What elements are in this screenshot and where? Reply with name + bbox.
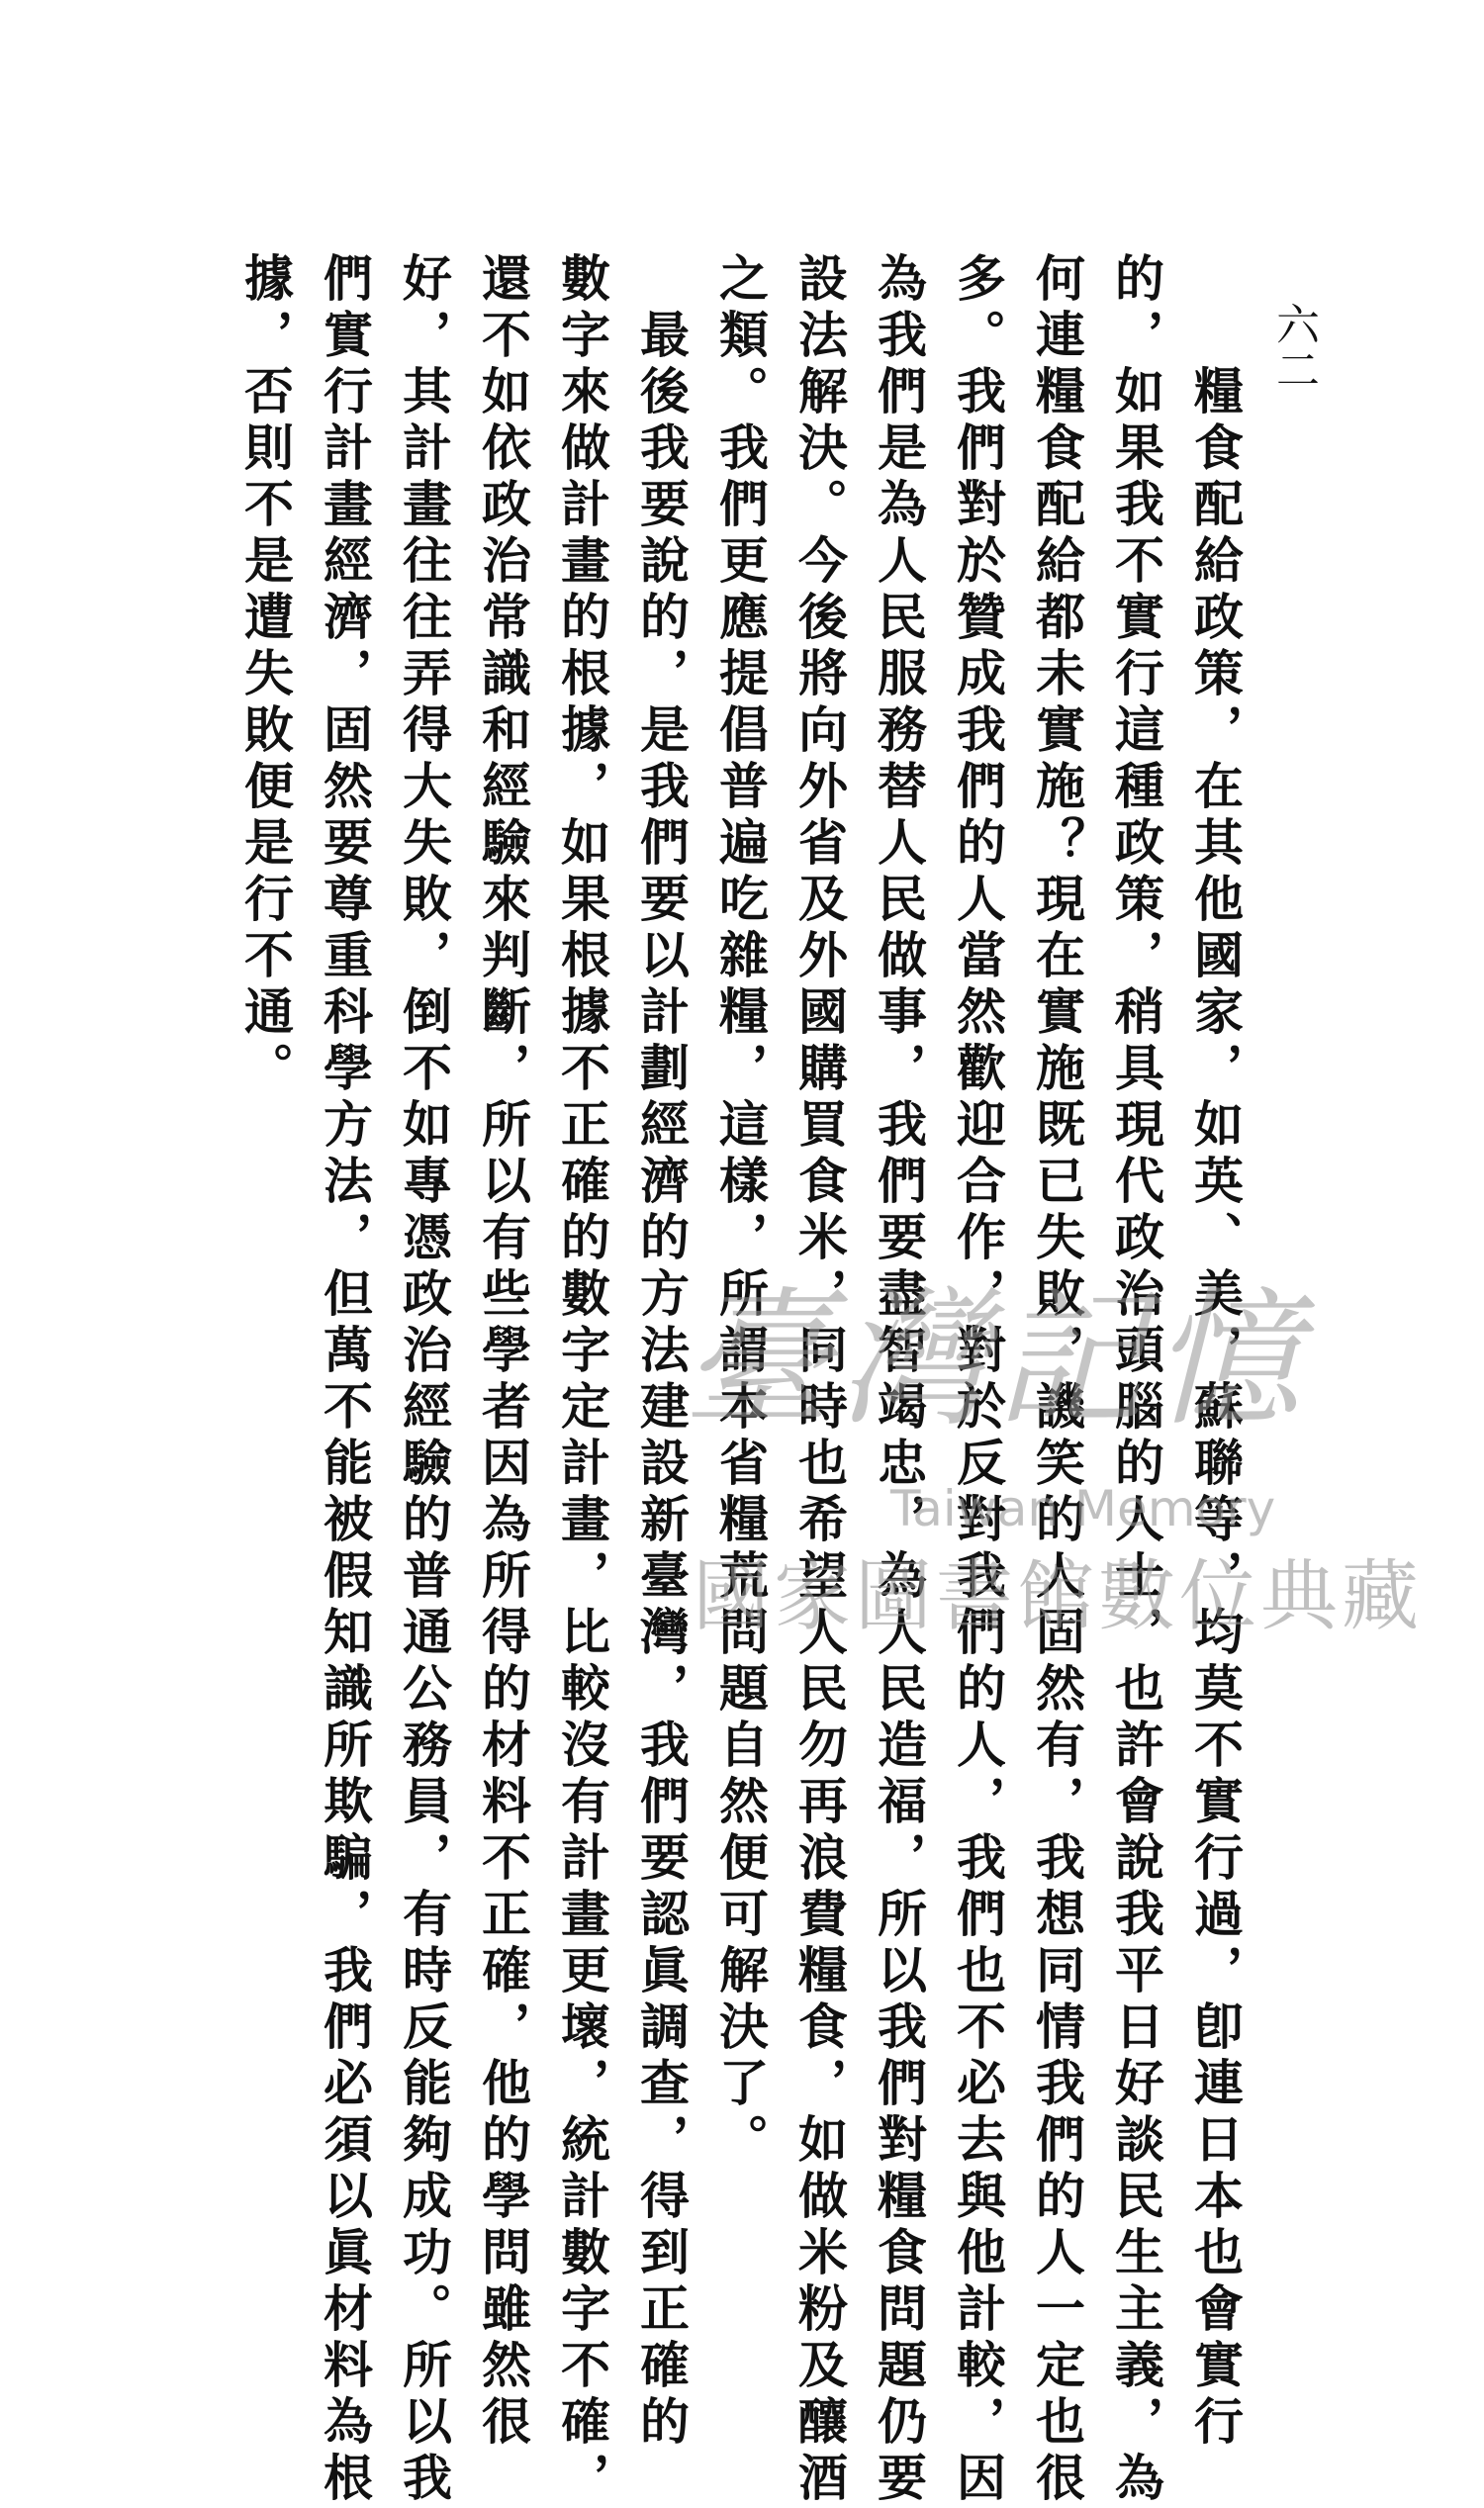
text-column: 之類。我們更應提倡普遍吃雜糧，這樣，所謂本省糧荒問題自然便可解決了。: [711, 252, 770, 2170]
text-column: 們實行計畫經濟，固然要尊重科學方法，但萬不能被假知識所欺騙，我們必須以眞材料為根: [316, 252, 374, 2508]
text-column: 數字來做計畫的根據，如果根據不正確的數字定計畫，比較沒有計畫更壞，統計數字不確，: [553, 252, 611, 2508]
watermark-chinese: 國家圖書館數位典藏: [693, 1552, 1424, 1641]
text-column: 據，否則不是遭失敗便是行不通。: [236, 252, 295, 1098]
text-column: 最後我要說的，是我們要以計劃經濟的方法建設新臺灣，我們要認眞調查，得到正確的: [632, 309, 691, 2452]
watermark-logo-script: 臺灣記憶: [683, 1274, 1309, 1446]
page-number: 六二: [1268, 302, 1319, 393]
text-column: 的，如果我不實行這種政策，稍具現代政治頭腦的人士，也許會說我平日好談民生主義，為: [1107, 252, 1165, 2508]
text-column: 好，其計畫往往弄得大失敗，倒不如專憑政治經驗的普通公務員，有時反能夠成功。所以我: [395, 252, 453, 2508]
body-text: [166, 252, 1254, 2508]
text-column: 多。我們對於贊成我們的人當然歡迎合作，對於反對我們的人，我們也不必去與他計較，因: [949, 252, 1007, 2508]
watermark-english: Taiwan Memory: [890, 1480, 1276, 1537]
text-column: 還不如依政治常識和經驗來判斷，所以有些學者因為所得的材料不正確，他的學問雖然很: [474, 252, 532, 2452]
text-column: 為我們是為人民服務替人民做事，我們要盡智竭忠，為人民造福，所以我們對糧食問題仍要: [870, 252, 928, 2508]
text-column: 設法解決。今後將向外省及外國購買食米，同時也希望人民勿再浪費糧食，如做米粉及釀酒: [790, 252, 849, 2508]
text-column: 何連糧食配給都未實施？現在實施既已失敗，譏笑的人固然有，我想同情我們的人一定也很: [1028, 252, 1086, 2508]
text-column: 糧食配給政策，在其他國家，如英、美，蘇聯等，均莫不實行過，卽連日本也會實行: [1186, 365, 1245, 2452]
